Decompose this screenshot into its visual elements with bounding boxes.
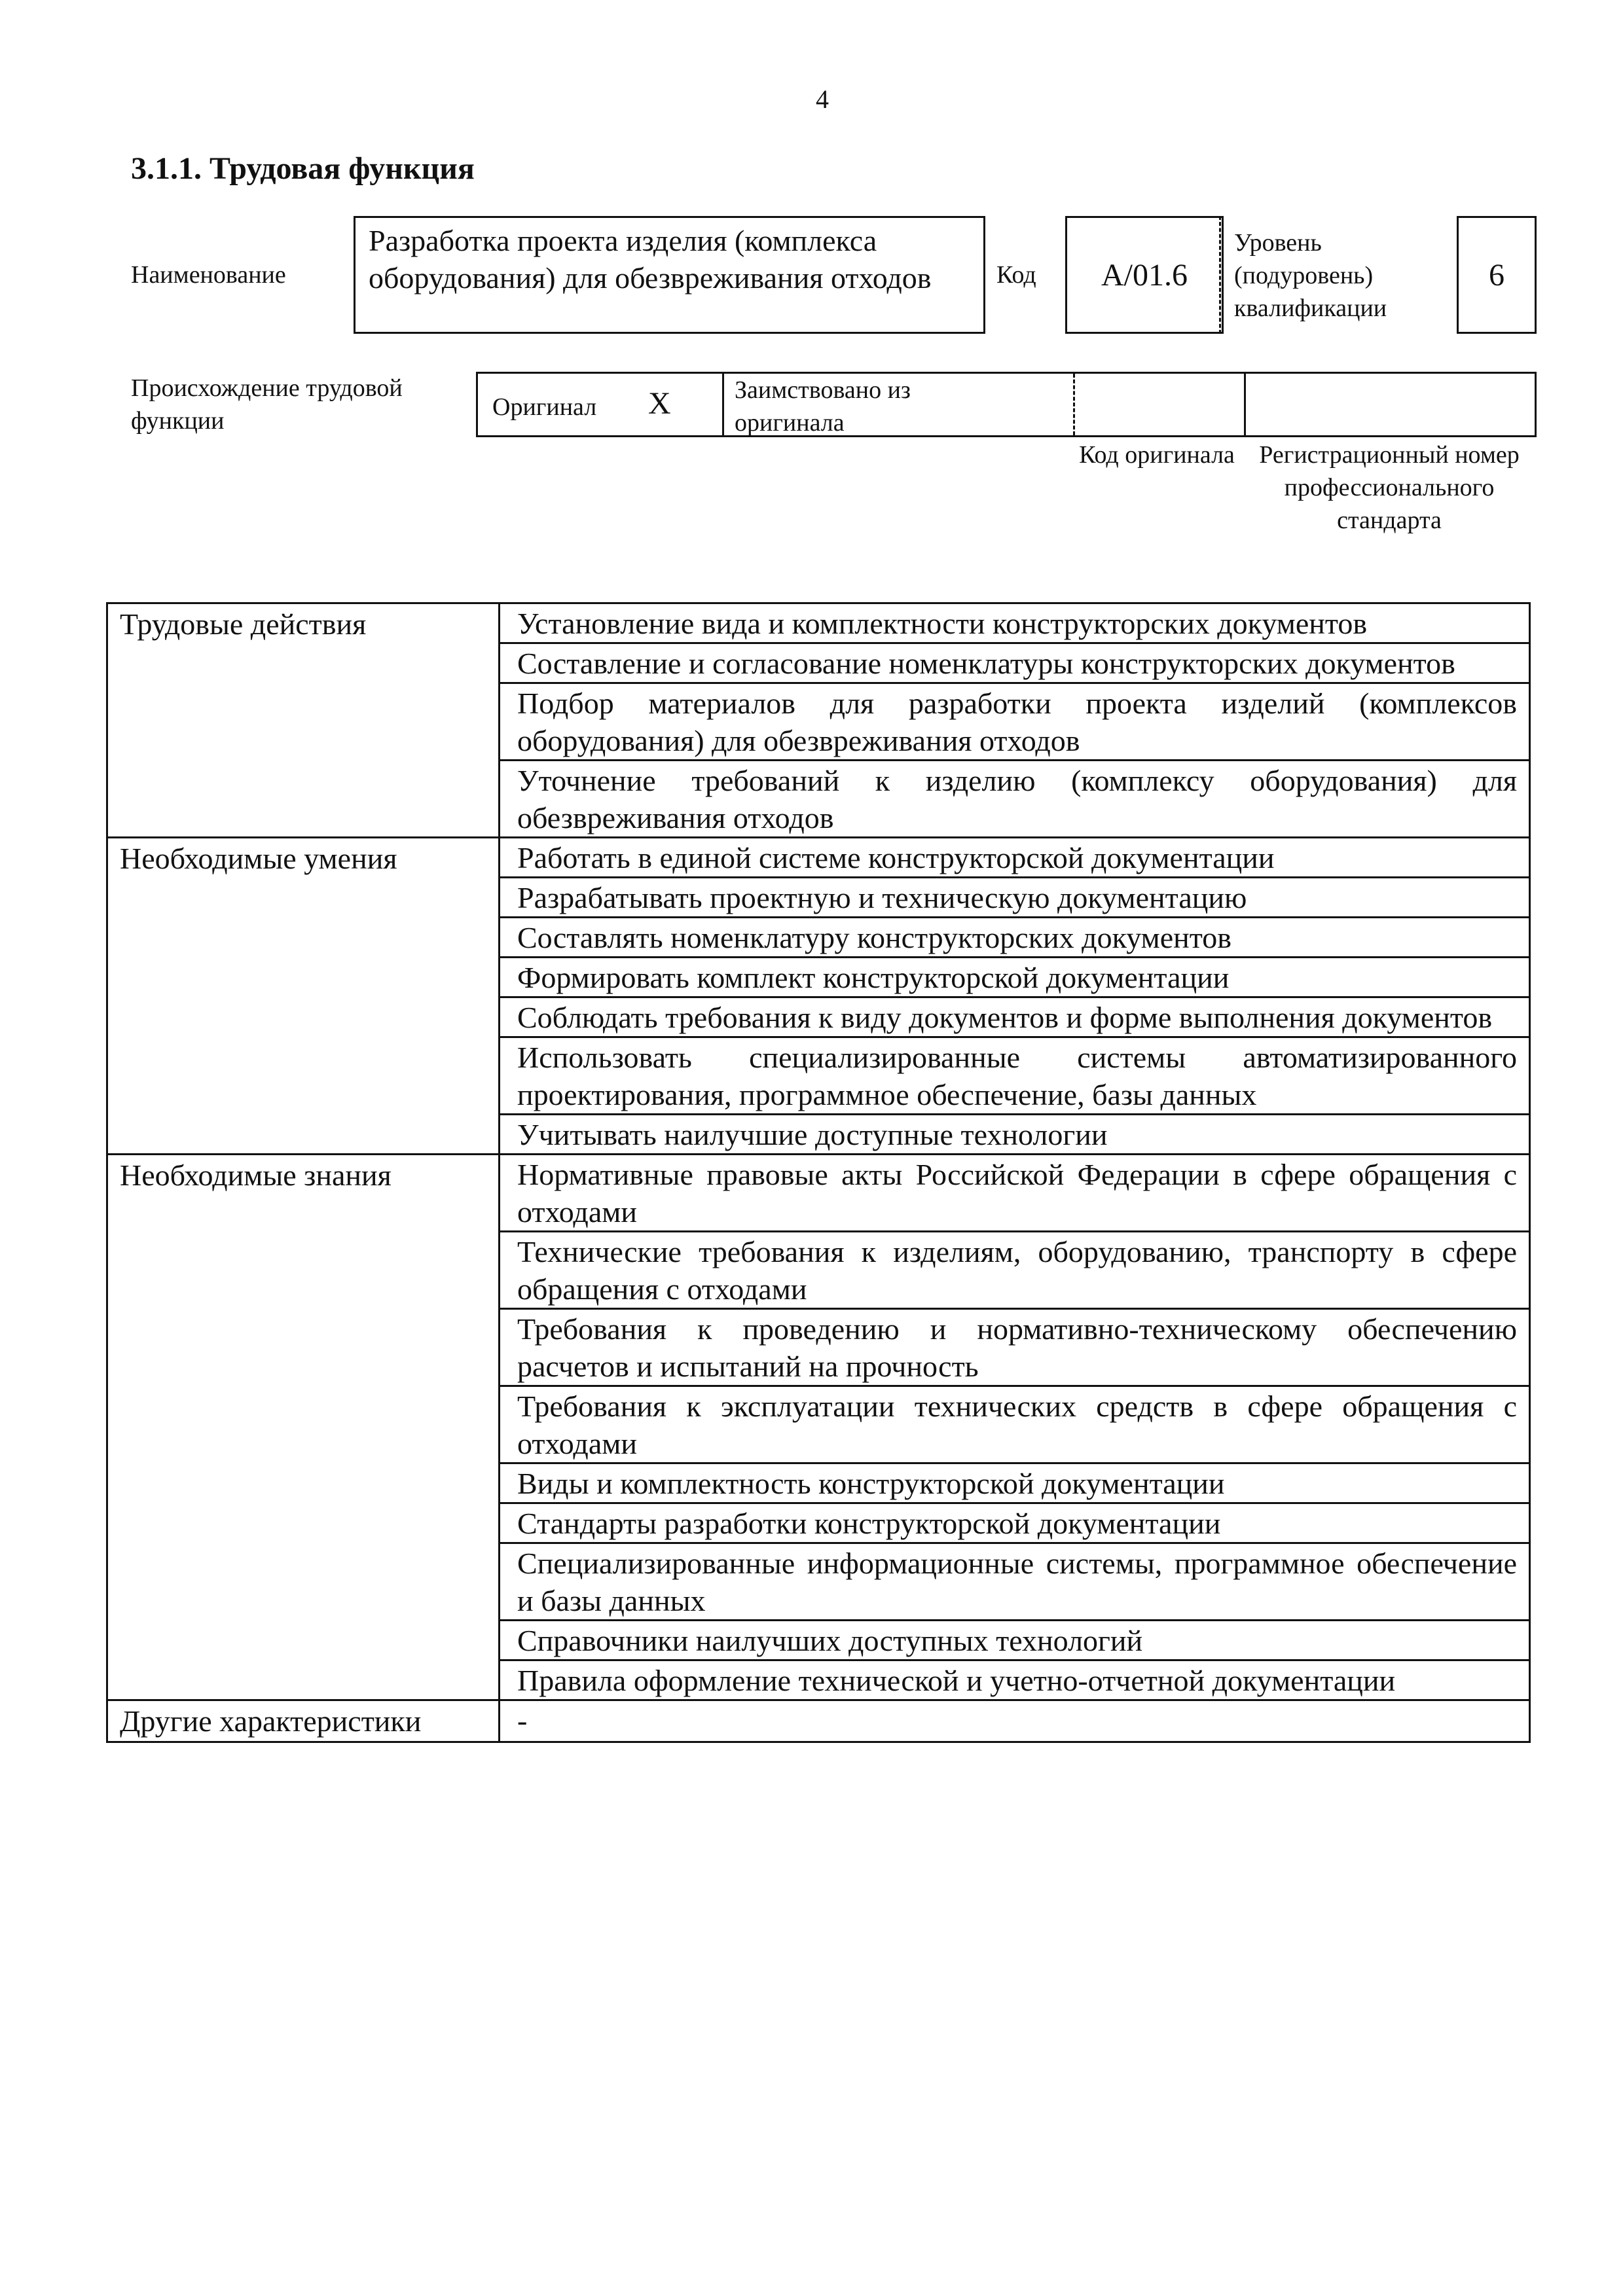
table-cell: Правила оформление технической и учетно-отчетной документации bbox=[500, 1660, 1530, 1700]
table-cell: Составлять номенклатуру конструкторских документов bbox=[500, 918, 1530, 958]
table-cell: Уточнение требований к изделию (комплексу оборудования) для обезвреживания отходов bbox=[500, 761, 1530, 838]
name-label: Наименование bbox=[131, 261, 286, 289]
origin-divider bbox=[722, 374, 724, 435]
origin-label: Происхождение трудовой функции bbox=[131, 374, 403, 435]
table-cell: Подбор материалов для разработки проекта изделий (комплексов оборудования) для обезвреживания отходов bbox=[500, 683, 1530, 761]
table-cell: Виды и комплектность конструкторской документации bbox=[500, 1463, 1530, 1503]
borrowed-label: Заимствовано из оригинала bbox=[735, 376, 911, 437]
table-cell: Нормативные правовые акты Российской Федерации в сфере обращения с отходами bbox=[500, 1155, 1530, 1232]
section-title-cell: Необходимые умения bbox=[107, 838, 500, 1155]
competency-table bbox=[106, 602, 1531, 1743]
table-cell: Формировать комплект конструкторской документации bbox=[500, 958, 1530, 997]
table-cell: Установление вида и комплектности конструкторских документов bbox=[500, 603, 1530, 643]
table-cell: - bbox=[500, 1700, 1530, 1742]
dashed-divider bbox=[1219, 216, 1221, 334]
reg-number-caption: Регистрационный номер профессионального стандарта bbox=[1259, 441, 1520, 534]
level-label: Уровень (подуровень) квалификации bbox=[1234, 229, 1387, 322]
table-cell: Технические требования к изделиям, оборудованию, транспорту в сфере обращения с отходами bbox=[500, 1232, 1530, 1309]
table-row bbox=[107, 603, 1530, 643]
table-cell: Специализированные информационные системы, программное обеспечение и базы данных bbox=[500, 1543, 1530, 1621]
table-cell: Составление и согласование номенклатуры конструкторских документов bbox=[500, 643, 1530, 683]
page-number: 4 bbox=[816, 84, 829, 114]
table-cell: Соблюдать требования к виду документов и форме выполнения документов bbox=[500, 997, 1530, 1037]
code-label: Код bbox=[996, 261, 1036, 289]
table-cell: Требования к эксплуатации технических средств в сфере обращения с отходами bbox=[500, 1386, 1530, 1463]
origin-divider-dashed bbox=[1073, 374, 1075, 435]
name-value-box bbox=[354, 216, 985, 334]
table-cell: Требования к проведению и нормативно-техническому обеспечению расчетов и испытаний на прочность bbox=[500, 1309, 1530, 1386]
table-cell: Работать в единой системе конструкторской документации bbox=[500, 838, 1530, 878]
table-row bbox=[107, 1155, 1530, 1232]
code-value: А/01.6 bbox=[1101, 257, 1188, 293]
table-cell: Стандарты разработки конструкторской документации bbox=[500, 1503, 1530, 1543]
origin-row bbox=[476, 372, 1537, 437]
table-row bbox=[107, 1700, 1530, 1742]
level-value: 6 bbox=[1489, 257, 1504, 293]
table-cell: Разрабатывать проектную и техническую документацию bbox=[500, 878, 1530, 918]
original-label: Оригинал bbox=[492, 393, 597, 421]
table-cell: Учитывать наилучшие доступные технологии bbox=[500, 1115, 1530, 1155]
section-title-cell: Трудовые действия bbox=[107, 603, 500, 838]
code-value-box bbox=[1065, 216, 1224, 334]
section-title-cell: Необходимые знания bbox=[107, 1155, 500, 1700]
section-title: 3.1.1. Трудовая функция bbox=[131, 151, 475, 186]
section-title-cell: Другие характеристики bbox=[107, 1700, 500, 1742]
level-value-box bbox=[1457, 216, 1537, 334]
name-value: Разработка проекта изделия (комплекса оборудования) для обезвреживания отходов bbox=[369, 224, 932, 295]
original-mark: X bbox=[648, 386, 671, 421]
origin-divider bbox=[1244, 374, 1246, 435]
code-original-caption: Код оригинала bbox=[1079, 441, 1235, 469]
table-row bbox=[107, 838, 1530, 878]
table-cell: Справочники наилучших доступных технологий bbox=[500, 1621, 1530, 1660]
table-cell: Использовать специализированные системы автоматизированного проектирования, программное обеспечение, базы данных bbox=[500, 1037, 1530, 1115]
